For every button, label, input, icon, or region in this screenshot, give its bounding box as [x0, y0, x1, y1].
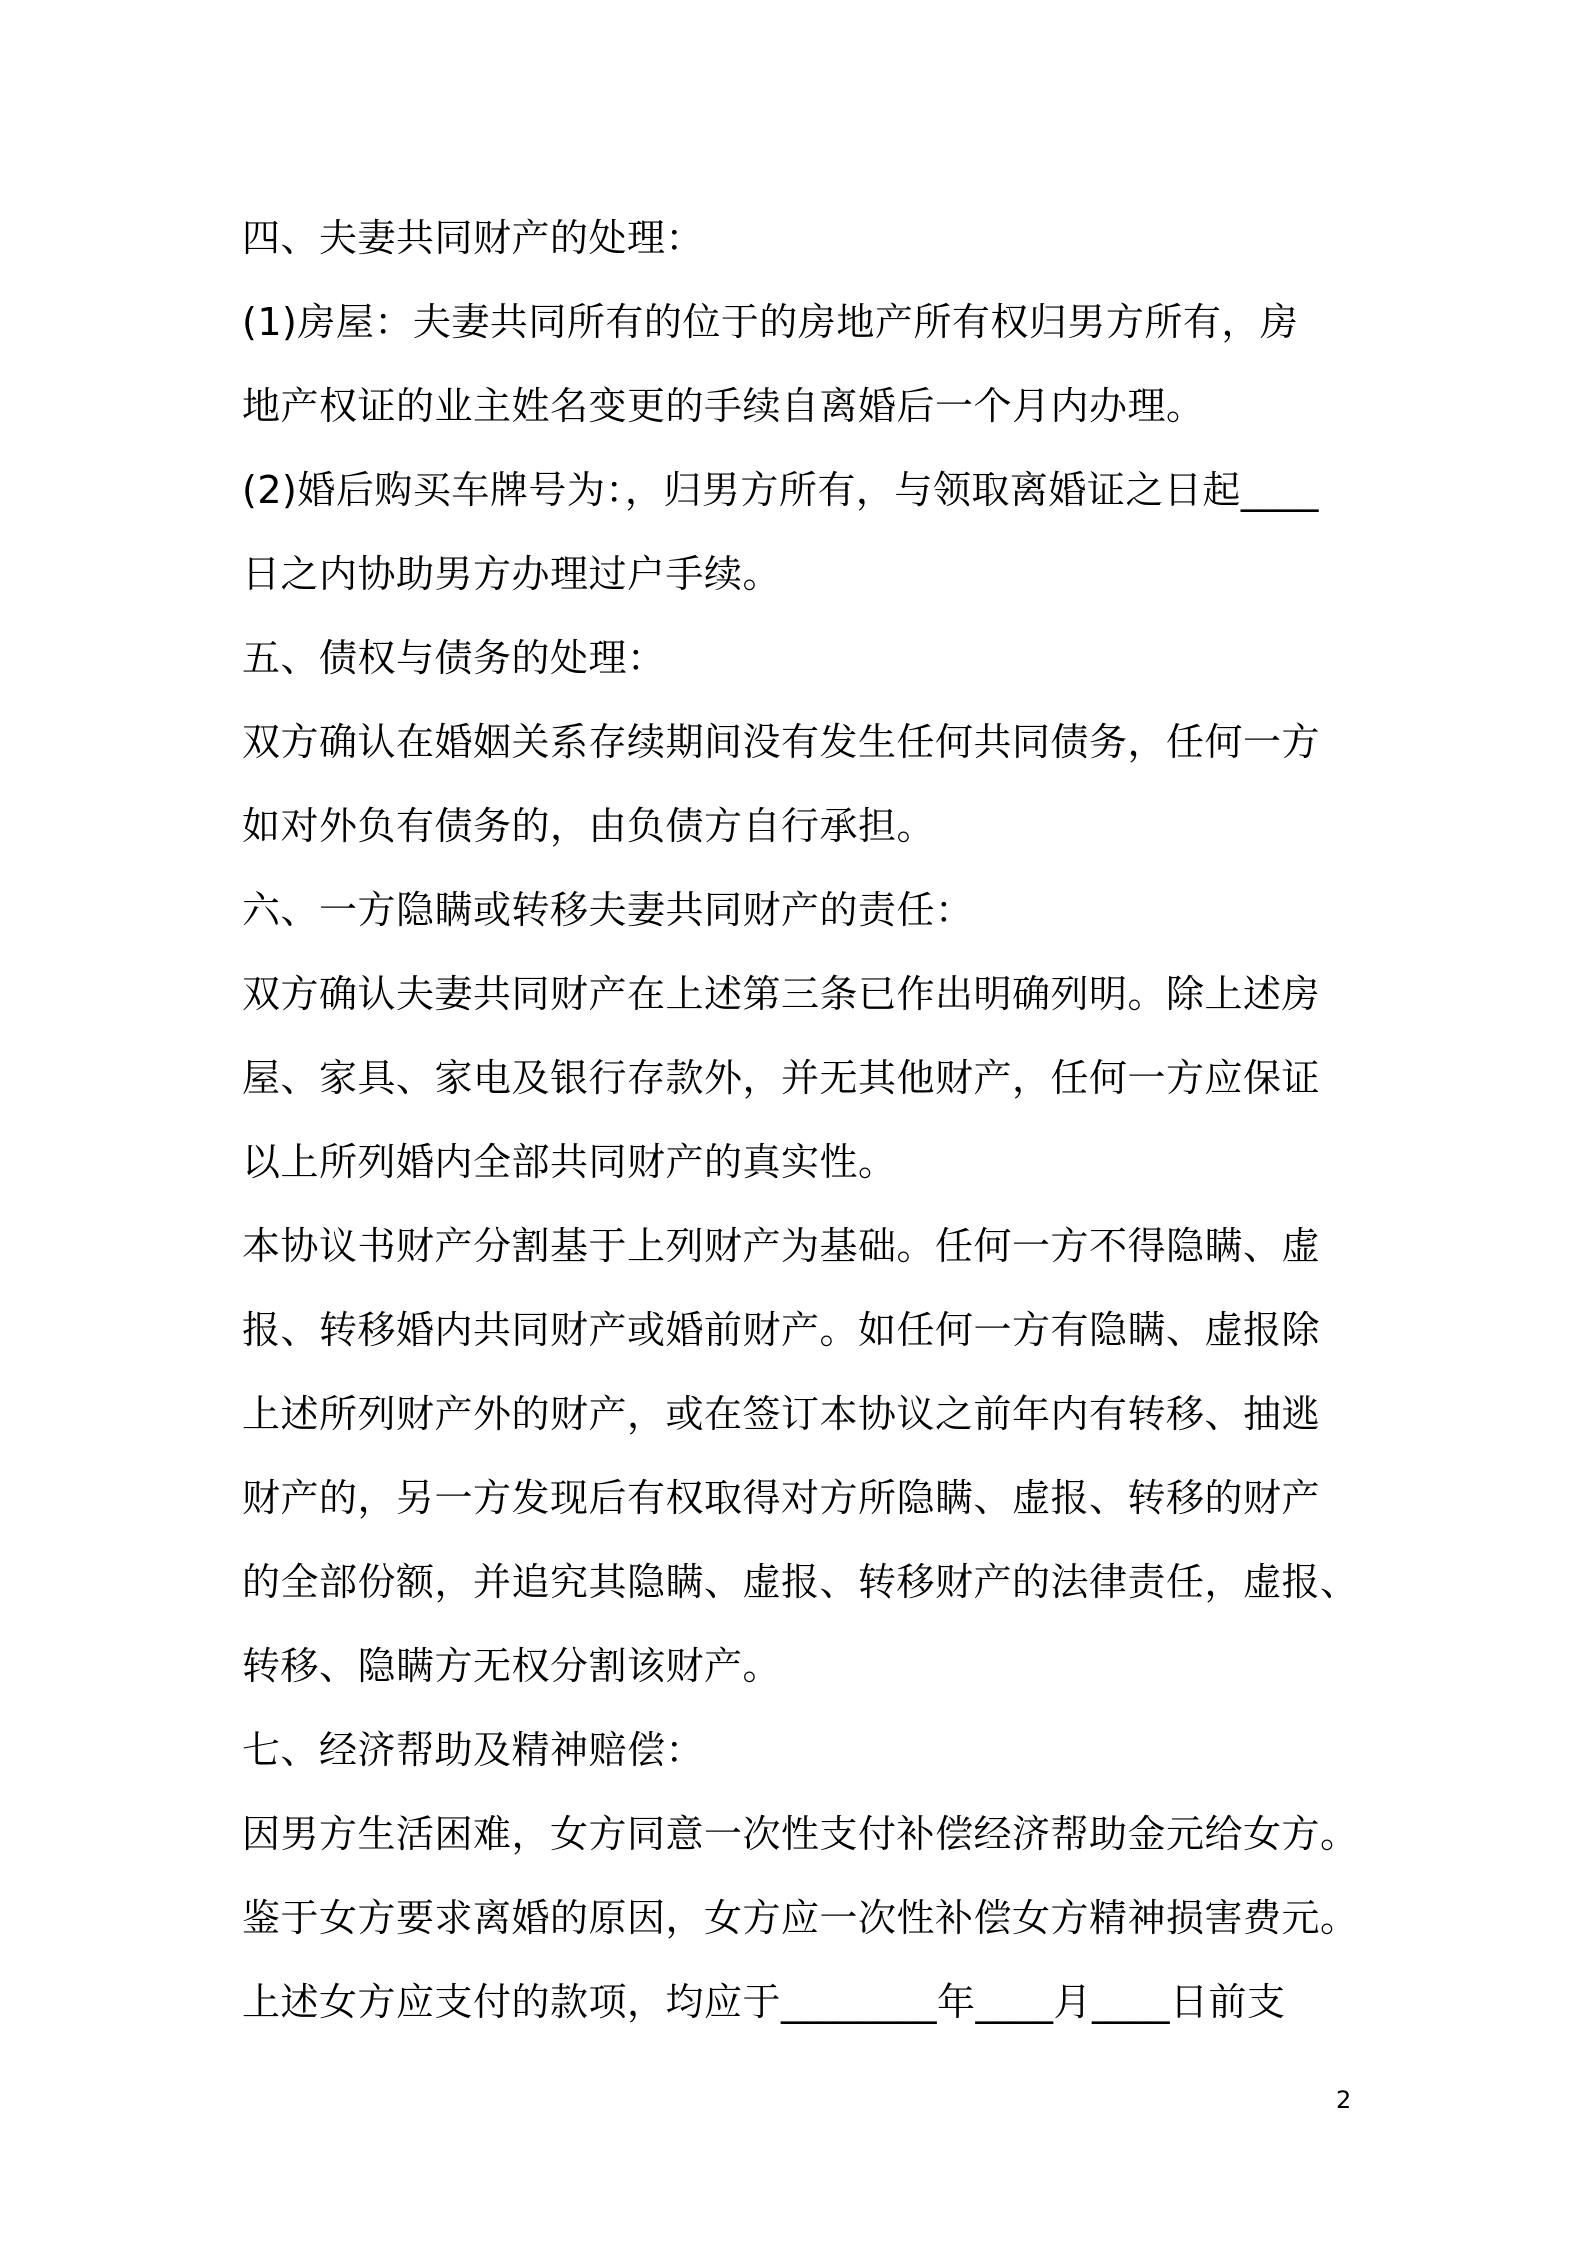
paragraph-line: 地产权证的业主姓名变更的手续自离婚后一个月内办理。	[242, 384, 1205, 428]
paragraph-line: 财产的，另一方发现后有权取得对方所隐瞒、虚报、转移的财产	[242, 1476, 1321, 1520]
paragraph-line: 日之内协助男方办理过户手续。	[242, 552, 782, 596]
paragraph-line: 鉴于女方要求离婚的原因，女方应一次性补偿女方精神损害费元。	[242, 1896, 1359, 1940]
paragraph-line: (1)房屋：夫妻共同所有的位于的房地产所有权归男方所有，房	[242, 300, 1299, 344]
paragraph-line: 双方确认夫妻共同财产在上述第三条已作出明确列明。除上述房	[242, 972, 1321, 1016]
paragraph-line: 上述所列财产外的财产，或在签订本协议之前年内有转移、抽逃	[242, 1392, 1321, 1436]
section-heading-7: 七、经济帮助及精神赔偿：	[242, 1728, 705, 1772]
paragraph-line: 上述女方应支付的款项，均应于________年____月____日前支	[242, 1980, 1286, 2024]
paragraph-line: 因男方生活困难，女方同意一次性支付补偿经济帮助金元给女方。	[242, 1812, 1359, 1856]
paragraph-line: 的全部份额，并追究其隐瞒、虚报、转移财产的法律责任，虚报、	[242, 1560, 1359, 1604]
paragraph-line: 如对外负有债务的，由负债方自行承担。	[242, 804, 936, 848]
paragraph-line: (2)婚后购买车牌号为：，归男方所有，与领取离婚证之日起____	[242, 468, 1319, 512]
section-heading-4: 四、夫妻共同财产的处理：	[242, 216, 705, 260]
paragraph-line: 以上所列婚内全部共同财产的真实性。	[242, 1140, 897, 1184]
paragraph-line: 双方确认在婚姻关系存续期间没有发生任何共同债务，任何一方	[242, 720, 1321, 764]
paragraph-line: 本协议书财产分割基于上列财产为基础。任何一方不得隐瞒、虚	[242, 1224, 1321, 1268]
paragraph-line: 转移、隐瞒方无权分割该财产。	[242, 1644, 782, 1688]
paragraph-line: 屋、家具、家电及银行存款外，并无其他财产，任何一方应保证	[242, 1056, 1321, 1100]
section-heading-5: 五、债权与债务的处理：	[242, 636, 666, 680]
section-heading-6: 六、一方隐瞒或转移夫妻共同财产的责任：	[242, 888, 974, 932]
paragraph-line: 报、转移婚内共同财产或婚前财产。如任何一方有隐瞒、虚报除	[242, 1308, 1321, 1352]
document-body	[242, 196, 1382, 2044]
page-number: 2	[1336, 2086, 1352, 2114]
